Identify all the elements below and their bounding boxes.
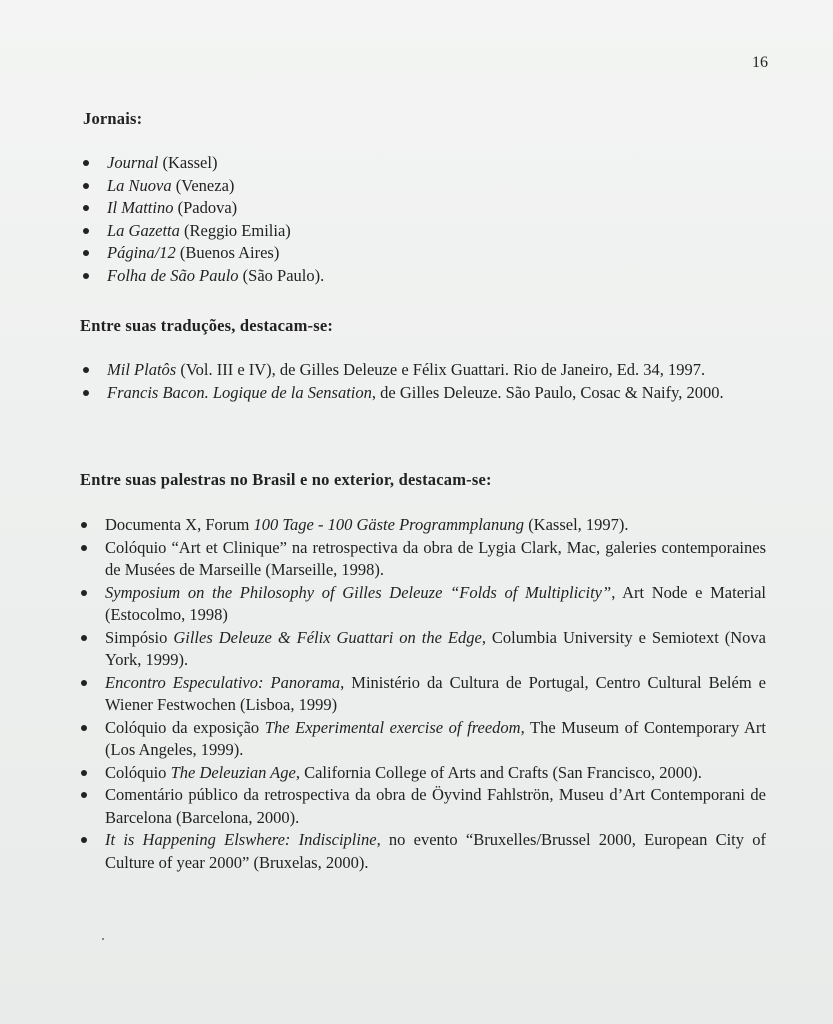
list-item: Comentário público da retrospectiva da obra de Öyvind Fahlströn, Museu d’Art Contemporani de Barcelona (Barcelona, 2000).	[78, 784, 766, 829]
palestras-list	[78, 514, 766, 874]
list-item: Symposium on the Philosophy of Gilles Deleuze “Folds of Multiplicity”, Art Node e Material (Estocolmo, 1998)	[78, 582, 766, 627]
list-item: It is Happening Elswhere: Indiscipline, no evento “Bruxelles/Brussel 2000, European City of Culture of year 2000” (Bruxelas, 2000).	[78, 829, 766, 874]
list-item: Colóquio da exposição The Experimental exercise of freedom, The Museum of Contemporary Art (Los Angeles, 1999).	[78, 717, 766, 762]
palestras-heading: Entre suas palestras no Brasil e no exterior, destacam-se:	[80, 470, 492, 489]
page-number: 16	[752, 54, 768, 71]
jornais-list	[80, 152, 500, 287]
list-item: Il Mattino (Padova)	[80, 197, 500, 220]
list-item: La Gazetta (Reggio Emilia)	[80, 220, 500, 243]
list-item: Encontro Especulativo: Panorama, Ministério da Cultura de Portugal, Centro Cultural Belém e Wiener Festwochen (Lisboa, 1999)	[78, 672, 766, 717]
list-item: Página/12 (Buenos Aires)	[80, 242, 500, 265]
list-item: Journal (Kassel)	[80, 152, 500, 175]
list-item: Mil Platôs (Vol. III e IV), de Gilles Deleuze e Félix Guattari. Rio de Janeiro, Ed. 34, 1997.	[80, 359, 766, 382]
traducoes-list	[80, 359, 766, 404]
traducoes-heading: Entre suas traduções, destacam-se:	[80, 316, 334, 335]
list-item: Folha de São Paulo (São Paulo).	[80, 265, 500, 288]
list-item: La Nuova (Veneza)	[80, 175, 500, 198]
list-item: Colóquio The Deleuzian Age, California College of Arts and Crafts (San Francisco, 2000).	[78, 762, 766, 785]
list-item: Francis Bacon. Logique de la Sensation, de Gilles Deleuze. São Paulo, Cosac & Naify, 2000.	[80, 382, 766, 405]
speck-mark	[102, 938, 104, 940]
jornais-heading: Jornais:	[83, 109, 143, 128]
list-item: Simpósio Gilles Deleuze & Félix Guattari on the Edge, Columbia University e Semiotext (Nova York, 1999).	[78, 627, 766, 672]
list-item: Colóquio “Art et Clinique” na retrospectiva da obra de Lygia Clark, Mac, galeries contemporaines de Musées de Marseille (Marseille, 1998).	[78, 537, 766, 582]
list-item: Documenta X, Forum 100 Tage - 100 Gäste Programmplanung (Kassel, 1997).	[78, 514, 766, 537]
